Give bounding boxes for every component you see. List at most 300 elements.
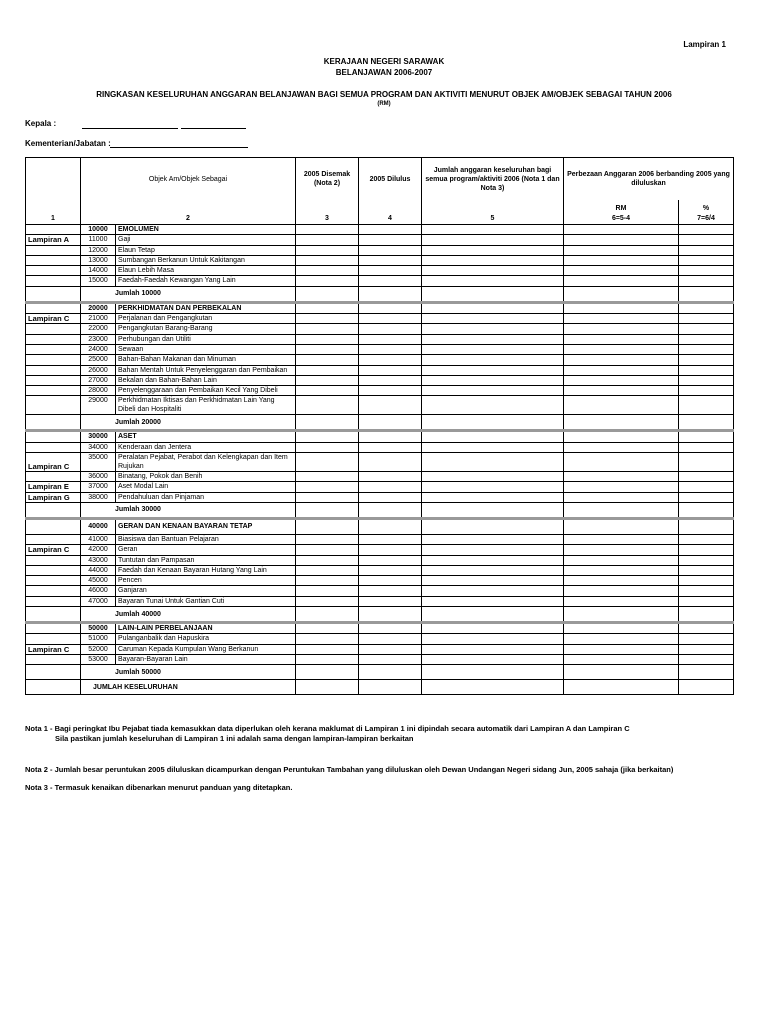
kepala-field-right[interactable] [181,128,246,129]
total-cell[interactable] [564,680,679,695]
total-cell[interactable] [422,607,564,623]
value-cell[interactable] [679,314,734,324]
table-row [26,482,734,492]
value-cell[interactable] [564,565,679,575]
object-code: 45000 [81,576,116,586]
object-name: Binatang, Pokok dan Benih [116,472,296,482]
total-row [26,286,734,302]
object-code: 41000 [81,534,116,544]
value-cell[interactable] [296,375,359,385]
value-cell[interactable] [422,576,564,586]
value-cell[interactable] [679,492,734,502]
value-cell[interactable] [359,555,422,565]
value-cell[interactable] [422,255,564,265]
value-cell[interactable] [564,334,679,344]
value-cell[interactable] [296,344,359,354]
value-cell[interactable] [296,314,359,324]
object-name: Pengangkutan Barang-Barang [116,324,296,334]
table-row [26,492,734,502]
value-cell[interactable] [296,302,359,313]
total-cell[interactable] [679,607,734,623]
value-cell[interactable] [296,482,359,492]
value-cell[interactable] [679,534,734,544]
ministry-label: Kementerian/Jabatan : [25,139,111,148]
value-cell[interactable] [422,225,564,235]
value-cell[interactable] [564,375,679,385]
object-name: Sumbangan Berkanun Untuk Kakitangan [116,255,296,265]
value-cell[interactable] [422,365,564,375]
value-cell[interactable] [359,644,422,654]
value-cell[interactable] [564,245,679,255]
value-cell[interactable] [564,518,679,534]
total-cell[interactable] [679,415,734,431]
value-cell[interactable] [296,334,359,344]
total-cell[interactable] [296,665,359,680]
table-row [26,596,734,606]
value-cell[interactable] [359,334,422,344]
object-name: Faedah-Faedah Kewangan Yang Lain [116,276,296,286]
value-cell[interactable] [679,596,734,606]
object-name: Sewaan [116,344,296,354]
value-cell[interactable] [564,534,679,544]
value-cell[interactable] [564,482,679,492]
header-2005-approved: 2005 Dilulus [359,158,422,201]
value-cell[interactable] [679,266,734,276]
value-cell[interactable] [296,518,359,534]
object-name: Caruman Kepada Kumpulan Wang Berkanun [116,644,296,654]
value-cell[interactable] [679,482,734,492]
object-code: 24000 [81,344,116,354]
value-cell[interactable] [296,623,359,634]
total-cell[interactable] [422,680,564,695]
value-cell[interactable] [679,245,734,255]
value-cell[interactable] [564,255,679,265]
value-cell[interactable] [296,492,359,502]
value-cell[interactable] [296,634,359,644]
value-cell[interactable] [422,302,564,313]
value-cell[interactable] [296,431,359,442]
grand-total-label: JUMLAH KESELURUHAN [81,680,296,695]
value-cell[interactable] [564,596,679,606]
value-cell[interactable] [679,565,734,575]
value-cell[interactable] [296,276,359,286]
value-cell[interactable] [422,586,564,596]
table-row [26,634,734,644]
value-cell[interactable] [679,586,734,596]
total-cell[interactable] [564,502,679,518]
value-cell[interactable] [359,634,422,644]
value-cell[interactable] [359,576,422,586]
table-row [26,245,734,255]
value-cell[interactable] [679,576,734,586]
object-code: 26000 [81,365,116,375]
table-row [26,396,734,415]
value-cell[interactable] [679,431,734,442]
col-num-2: 2 [81,213,296,225]
lampiran-ref: Lampiran G [26,492,81,502]
object-name: Gaji [116,235,296,245]
value-cell[interactable] [296,235,359,245]
value-cell[interactable] [564,576,679,586]
value-cell[interactable] [679,634,734,644]
object-name: Aset Modal Lain [116,482,296,492]
object-name: Elaun Tetap [116,245,296,255]
col-num-3: 3 [296,213,359,225]
value-cell[interactable] [422,431,564,442]
table-row [26,344,734,354]
appendix-label: Lampiran 1 [683,40,726,49]
value-cell[interactable] [296,225,359,235]
value-cell[interactable] [564,235,679,245]
value-cell[interactable] [296,472,359,482]
table-row [26,576,734,586]
value-cell[interactable] [296,255,359,265]
header-2006-total: Jumlah anggaran keseluruhan bagi semua program/aktiviti 2006 (Nota 1 dan Nota 3) [422,158,564,201]
total-cell[interactable] [679,286,734,302]
total-cell[interactable] [422,286,564,302]
value-cell[interactable] [679,276,734,286]
value-cell[interactable] [564,442,679,452]
value-cell[interactable] [359,586,422,596]
budget-summary-table [25,157,734,695]
value-cell[interactable] [679,334,734,344]
total-cell[interactable] [296,502,359,518]
total-cell[interactable] [564,607,679,623]
total-cell[interactable] [296,607,359,623]
object-code: 15000 [81,276,116,286]
object-code: 12000 [81,245,116,255]
value-cell[interactable] [296,266,359,276]
total-cell[interactable] [679,680,734,695]
value-cell[interactable] [359,245,422,255]
value-cell[interactable] [679,365,734,375]
value-cell[interactable] [359,492,422,502]
note-2: Nota 2 - Jumlah besar peruntukan 2005 diluluskan dicampurkan dengan Peruntukan Tambahan yang diluluskan oleh Dewan Undangan Negeri sidang Jun, 2005 sahaja (jika berkaitan) [25,765,674,774]
value-cell[interactable] [564,492,679,502]
object-name: Biasiswa dan Bantuan Pelajaran [116,534,296,544]
value-cell[interactable] [564,623,679,634]
value-cell[interactable] [422,266,564,276]
total-cell[interactable] [422,415,564,431]
object-name: Pencen [116,576,296,586]
value-cell[interactable] [296,565,359,575]
value-cell[interactable] [359,324,422,334]
value-cell[interactable] [564,314,679,324]
value-cell[interactable] [564,344,679,354]
value-cell[interactable] [296,453,359,472]
total-cell[interactable] [422,665,564,680]
value-cell[interactable] [296,576,359,586]
value-cell[interactable] [679,375,734,385]
table-row [26,623,734,634]
value-cell[interactable] [679,472,734,482]
value-cell[interactable] [422,324,564,334]
value-cell[interactable] [359,302,422,313]
value-cell[interactable] [359,596,422,606]
subtotal-label: Jumlah 40000 [81,607,296,623]
object-name: EMOLUMEN [116,225,296,235]
value-cell[interactable] [422,344,564,354]
value-cell[interactable] [296,396,359,415]
total-row [26,665,734,680]
value-cell[interactable] [359,375,422,385]
value-cell[interactable] [296,545,359,555]
value-cell[interactable] [679,396,734,415]
table-row [26,324,734,334]
object-name: PERKHIDMATAN DAN PERBEKALAN [116,302,296,313]
value-cell[interactable] [359,534,422,544]
value-cell[interactable] [679,654,734,664]
total-cell[interactable] [296,680,359,695]
object-code: 37000 [81,482,116,492]
object-name: LAIN-LAIN PERBELANJAAN [116,623,296,634]
value-cell[interactable] [359,386,422,396]
value-cell[interactable] [296,355,359,365]
object-name: Penyelenggaraan dan Pembaikan Kecil Yang Dibeli [116,386,296,396]
value-cell[interactable] [359,654,422,664]
object-code: 14000 [81,266,116,276]
value-cell[interactable] [422,334,564,344]
value-cell[interactable] [296,555,359,565]
value-cell[interactable] [422,623,564,634]
value-cell[interactable] [564,472,679,482]
object-code: 40000 [81,518,116,534]
table-row [26,365,734,375]
value-cell[interactable] [422,555,564,565]
total-cell[interactable] [359,665,422,680]
value-cell[interactable] [679,386,734,396]
col-num-1: 1 [26,213,81,225]
subtotal-label: Jumlah 30000 [81,502,296,518]
object-name: Perkhidmatan Iktisas dan Perkhidmatan Lain Yang Dibeli dan Hospitaliti [116,396,296,415]
object-code: 50000 [81,623,116,634]
value-cell[interactable] [359,344,422,354]
value-cell[interactable] [564,396,679,415]
value-cell[interactable] [564,386,679,396]
value-cell[interactable] [564,634,679,644]
total-cell[interactable] [296,415,359,431]
table-row [26,266,734,276]
value-cell[interactable] [679,518,734,534]
value-cell[interactable] [422,654,564,664]
value-cell[interactable] [296,644,359,654]
value-cell[interactable] [679,453,734,472]
value-cell[interactable] [296,442,359,452]
object-code: 30000 [81,431,116,442]
value-cell[interactable] [679,623,734,634]
value-cell[interactable] [359,431,422,442]
value-cell[interactable] [679,442,734,452]
note-1-continuation: Sila pastikan jumlah keseluruhan di Lampiran 1 ini adalah sama dengan lampiran-lampiran berkaitan [55,734,414,743]
object-name: ASET [116,431,296,442]
grand-total-row [26,680,734,695]
value-cell[interactable] [296,654,359,664]
value-cell[interactable] [564,302,679,313]
value-cell[interactable] [679,255,734,265]
value-cell[interactable] [564,324,679,334]
value-cell[interactable] [422,453,564,472]
table-row [26,431,734,442]
value-cell[interactable] [679,644,734,654]
table-row [26,565,734,575]
value-cell[interactable] [679,555,734,565]
value-cell[interactable] [422,396,564,415]
value-cell[interactable] [422,386,564,396]
value-cell[interactable] [564,555,679,565]
object-code: 20000 [81,302,116,313]
value-cell[interactable] [296,365,359,375]
value-cell[interactable] [679,545,734,555]
value-cell[interactable] [679,355,734,365]
value-cell[interactable] [296,596,359,606]
object-code: 34000 [81,442,116,452]
value-cell[interactable] [422,545,564,555]
object-name: Pendahuluan dan Pinjaman [116,492,296,502]
value-cell[interactable] [359,365,422,375]
value-cell[interactable] [422,492,564,502]
object-code: 46000 [81,586,116,596]
lampiran-ref: Lampiran C [26,314,81,324]
object-name: Elaun Lebih Masa [116,266,296,276]
col-num-7: 7=6/4 [679,213,734,225]
value-cell[interactable] [679,225,734,235]
table-row [26,334,734,344]
value-cell[interactable] [296,324,359,334]
note-3: Nota 3 - Termasuk kenaikan dibenarkan menurut panduan yang ditetapkan. [25,783,293,792]
value-cell[interactable] [422,472,564,482]
table-row [26,355,734,365]
lampiran-ref: Lampiran C [26,453,81,472]
value-cell[interactable] [359,623,422,634]
value-cell[interactable] [359,545,422,555]
value-cell[interactable] [422,375,564,385]
total-cell[interactable] [422,502,564,518]
table-row [26,644,734,654]
total-cell[interactable] [359,680,422,695]
value-cell[interactable] [564,266,679,276]
value-cell[interactable] [422,518,564,534]
value-cell[interactable] [422,314,564,324]
value-cell[interactable] [564,276,679,286]
value-cell[interactable] [422,235,564,245]
value-cell[interactable] [296,534,359,544]
table-row [26,386,734,396]
value-cell[interactable] [359,255,422,265]
total-cell[interactable] [679,665,734,680]
value-cell[interactable] [564,431,679,442]
total-cell[interactable] [359,286,422,302]
object-code: 51000 [81,634,116,644]
kepala-label: Kepala : [25,119,57,128]
value-cell[interactable] [422,596,564,606]
kepala-field-left[interactable] [82,128,178,129]
table-row [26,453,734,472]
subtotal-label: Jumlah 20000 [81,415,296,431]
value-cell[interactable] [359,482,422,492]
value-cell[interactable] [564,545,679,555]
value-cell[interactable] [359,396,422,415]
value-cell[interactable] [359,235,422,245]
total-cell[interactable] [359,415,422,431]
value-cell[interactable] [422,565,564,575]
value-cell[interactable] [564,644,679,654]
value-cell[interactable] [679,324,734,334]
object-code: 27000 [81,375,116,385]
object-name: Faedah dan Kenaan Bayaran Hutang Yang Lain [116,565,296,575]
table-row [26,555,734,565]
value-cell[interactable] [422,644,564,654]
object-code: 13000 [81,255,116,265]
subtotal-label: Jumlah 50000 [81,665,296,680]
ministry-field[interactable] [110,147,248,148]
total-cell[interactable] [564,286,679,302]
total-row [26,607,734,623]
table-row [26,225,734,235]
total-cell[interactable] [564,415,679,431]
total-cell[interactable] [679,502,734,518]
note-1: Nota 1 - Bagi peringkat Ibu Pejabat tiada kemasukkan data diperlukan oleh kerana maklumat di Lampiran 1 ini dipindah secara automatik dari Lampiran A dan Lampiran C [25,724,630,733]
total-cell[interactable] [359,502,422,518]
value-cell[interactable] [564,586,679,596]
value-cell[interactable] [296,586,359,596]
value-cell[interactable] [422,442,564,452]
value-cell[interactable] [359,276,422,286]
value-cell[interactable] [422,276,564,286]
value-cell[interactable] [422,534,564,544]
value-cell[interactable] [359,518,422,534]
object-code: 29000 [81,396,116,415]
value-cell[interactable] [679,235,734,245]
total-cell[interactable] [296,286,359,302]
value-cell[interactable] [359,453,422,472]
object-name: Perhubungan dan Utiliti [116,334,296,344]
value-cell[interactable] [296,386,359,396]
value-cell[interactable] [296,245,359,255]
value-cell[interactable] [359,314,422,324]
total-cell[interactable] [564,665,679,680]
value-cell[interactable] [422,634,564,644]
value-cell[interactable] [564,225,679,235]
value-cell[interactable] [359,472,422,482]
value-cell[interactable] [422,355,564,365]
value-cell[interactable] [359,225,422,235]
lampiran-ref: Lampiran A [26,235,81,245]
value-cell[interactable] [679,302,734,313]
value-cell[interactable] [679,344,734,354]
object-name: Bayaran Tunai Untuk Gantian Cuti [116,596,296,606]
object-code: 47000 [81,596,116,606]
value-cell[interactable] [564,453,679,472]
value-cell[interactable] [422,482,564,492]
object-name: Bahan Mentah Untuk Penyelenggaran dan Pembaikan [116,365,296,375]
column-number-row [26,213,734,225]
value-cell[interactable] [359,565,422,575]
value-cell[interactable] [564,654,679,664]
value-cell[interactable] [359,442,422,452]
object-name: Tuntutan dan Pampasan [116,555,296,565]
value-cell[interactable] [564,355,679,365]
total-cell[interactable] [359,607,422,623]
value-cell[interactable] [422,245,564,255]
col-num-5: 5 [422,213,564,225]
value-cell[interactable] [564,365,679,375]
value-cell[interactable] [359,266,422,276]
object-code: 36000 [81,472,116,482]
table-row [26,518,734,534]
lampiran-ref: Lampiran E [26,482,81,492]
value-cell[interactable] [359,355,422,365]
object-name: Pulanganbalik dan Hapuskira [116,634,296,644]
